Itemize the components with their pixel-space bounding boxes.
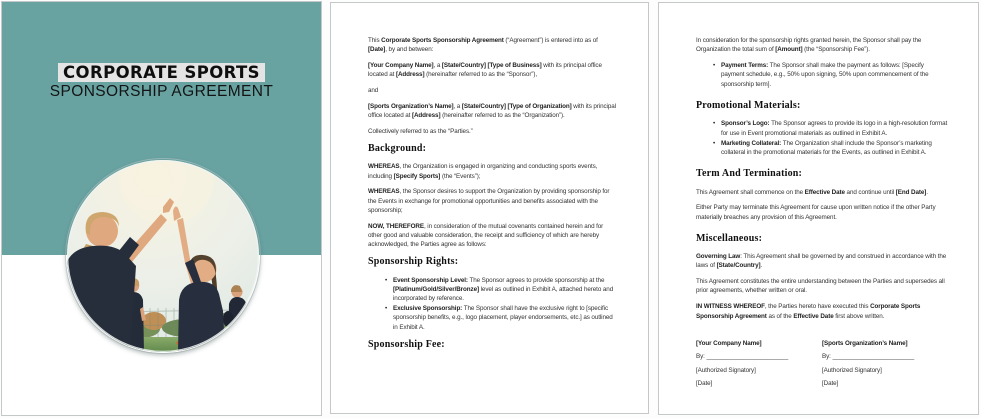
paragraph: Either Party may terminate this Agreement for cause upon written notice if the other Party materially breaches any provision of this Agreement. [696, 204, 936, 221]
paragraph: In consideration for the sponsorship rights granted herein, the Sponsor shall pay the Organization the total sum of [Amount] (the “Sponsorship Fee”). [696, 37, 922, 54]
paragraph: [Your Company Name], a [State/Country] [Type of Business] with its principal office located at [Address] (hereinafter referred to as the “Sponsor”), [368, 62, 602, 79]
agreement-page-1 [330, 2, 649, 414]
cover-title-sub: SPONSORSHIP AGREEMENT [49, 83, 274, 100]
bullet-item: • Exclusive Sponsorship: The Sponsor shall have the exclusive right to [specific sponsorship benefits, e.g., logo placement, player endorsements, etc.] as outlined in Exhibit A. [385, 304, 618, 332]
paragraph: WHEREAS, the Sponsor desires to support the Organization by providing sponsorship for the Events in exchange for promotional opportunities and benefits associated with the sponsorship; [368, 188, 610, 215]
section-heading: Sponsorship Fee: [368, 338, 445, 350]
signature-by-line: By: ________________________ [696, 353, 789, 361]
bullet-list [368, 276, 618, 332]
signature-column [822, 339, 948, 391]
paragraph: and [368, 87, 379, 95]
section-heading: Promotional Materials: [696, 99, 801, 111]
bullet-item: • Sponsor’s Logo: The Sponsor agrees to provide its logo in a high-resolution format for use in Event promotional materials as outlined in Exhibit A. [713, 119, 948, 138]
paragraph: This Agreement constitutes the entire understanding between the Parties and supersedes all prior agreements, whether written or oral. [696, 278, 945, 295]
paragraph: WHEREAS, the Organization is engaged in organizing and conducting sports events, including [Specify Sports] (the “Events”); [368, 163, 598, 180]
cover-photo [66, 159, 260, 353]
signature-date: [Date] [822, 379, 839, 387]
section-heading: Background: [368, 142, 427, 154]
paragraph: IN WITNESS WHEREOF, the Parties hereto have executed this Corporate Sports Sponsorship Agreement as of the Effective Date first above written. [696, 303, 921, 320]
paragraph: This Agreement shall commence on the Effective Date and continue until [End Date]. [696, 188, 928, 196]
signature-signatory: [Authorized Signatory] [696, 366, 756, 374]
signature-column [696, 339, 822, 391]
section-heading: Miscellaneous: [696, 232, 763, 244]
cover-title-main: CORPORATE SPORTS [58, 63, 265, 82]
paragraph: Collectively referred to as the “Parties.” [368, 128, 473, 136]
bullet-list [696, 119, 948, 157]
signature-signatory: [Authorized Signatory] [822, 366, 882, 374]
signature-party-name: [Your Company Name] [696, 340, 762, 348]
section-heading: Term And Termination: [696, 168, 803, 180]
signature-block [696, 339, 948, 391]
signature-date: [Date] [696, 379, 713, 387]
bullet-item: • Payment Terms: The Sponsor shall make the payment as follows: [Specify payment schedule, e.g., 50% upon signing, 50% upon commencement of the sponsorship term]. [713, 61, 948, 89]
cover-title [2, 63, 321, 100]
section-heading: Sponsorship Rights: [368, 256, 459, 268]
bullet-list [696, 61, 948, 89]
paragraph: This Corporate Sports Sponsorship Agreement (“Agreement”) is entered into as of [Date], by and between: [368, 37, 598, 54]
agreement-page-2 [658, 2, 979, 415]
paragraph: NOW, THEREFORE, in consideration of the mutual covenants contained herein and for other good and valuable consideration, the receipt and sufficiency of which are hereby acknowledged, the Parties agree as follows: [368, 222, 604, 249]
paragraph: Governing Law: This Agreement shall be governed by and construed in accordance with the laws of [State/Country]. [696, 253, 947, 270]
high-five-photo-illustration [66, 159, 260, 353]
cover-page [1, 1, 322, 416]
bullet-item: • Event Sponsorship Level: The Sponsor agrees to provide sponsorship at the [Platinum/Gold/Silver/Bronze] level as outlined in Exhibit A, attached hereto and incorporated by reference. [385, 276, 618, 304]
paragraph: [Sports Organization’s Name], a [State/Country] [Type of Organization] with its principal office located at [Address] (hereinafter referred to as the “Organization”). [368, 102, 616, 120]
signature-by-line: By: ________________________ [822, 353, 915, 361]
signature-party-name: [Sports Organization’s Name] [822, 340, 908, 348]
bullet-item: • Marketing Collateral: The Organization shall include the Sponsor’s marketing collateral in the promotional materials for the Events, as outlined in Exhibit A. [713, 139, 948, 158]
